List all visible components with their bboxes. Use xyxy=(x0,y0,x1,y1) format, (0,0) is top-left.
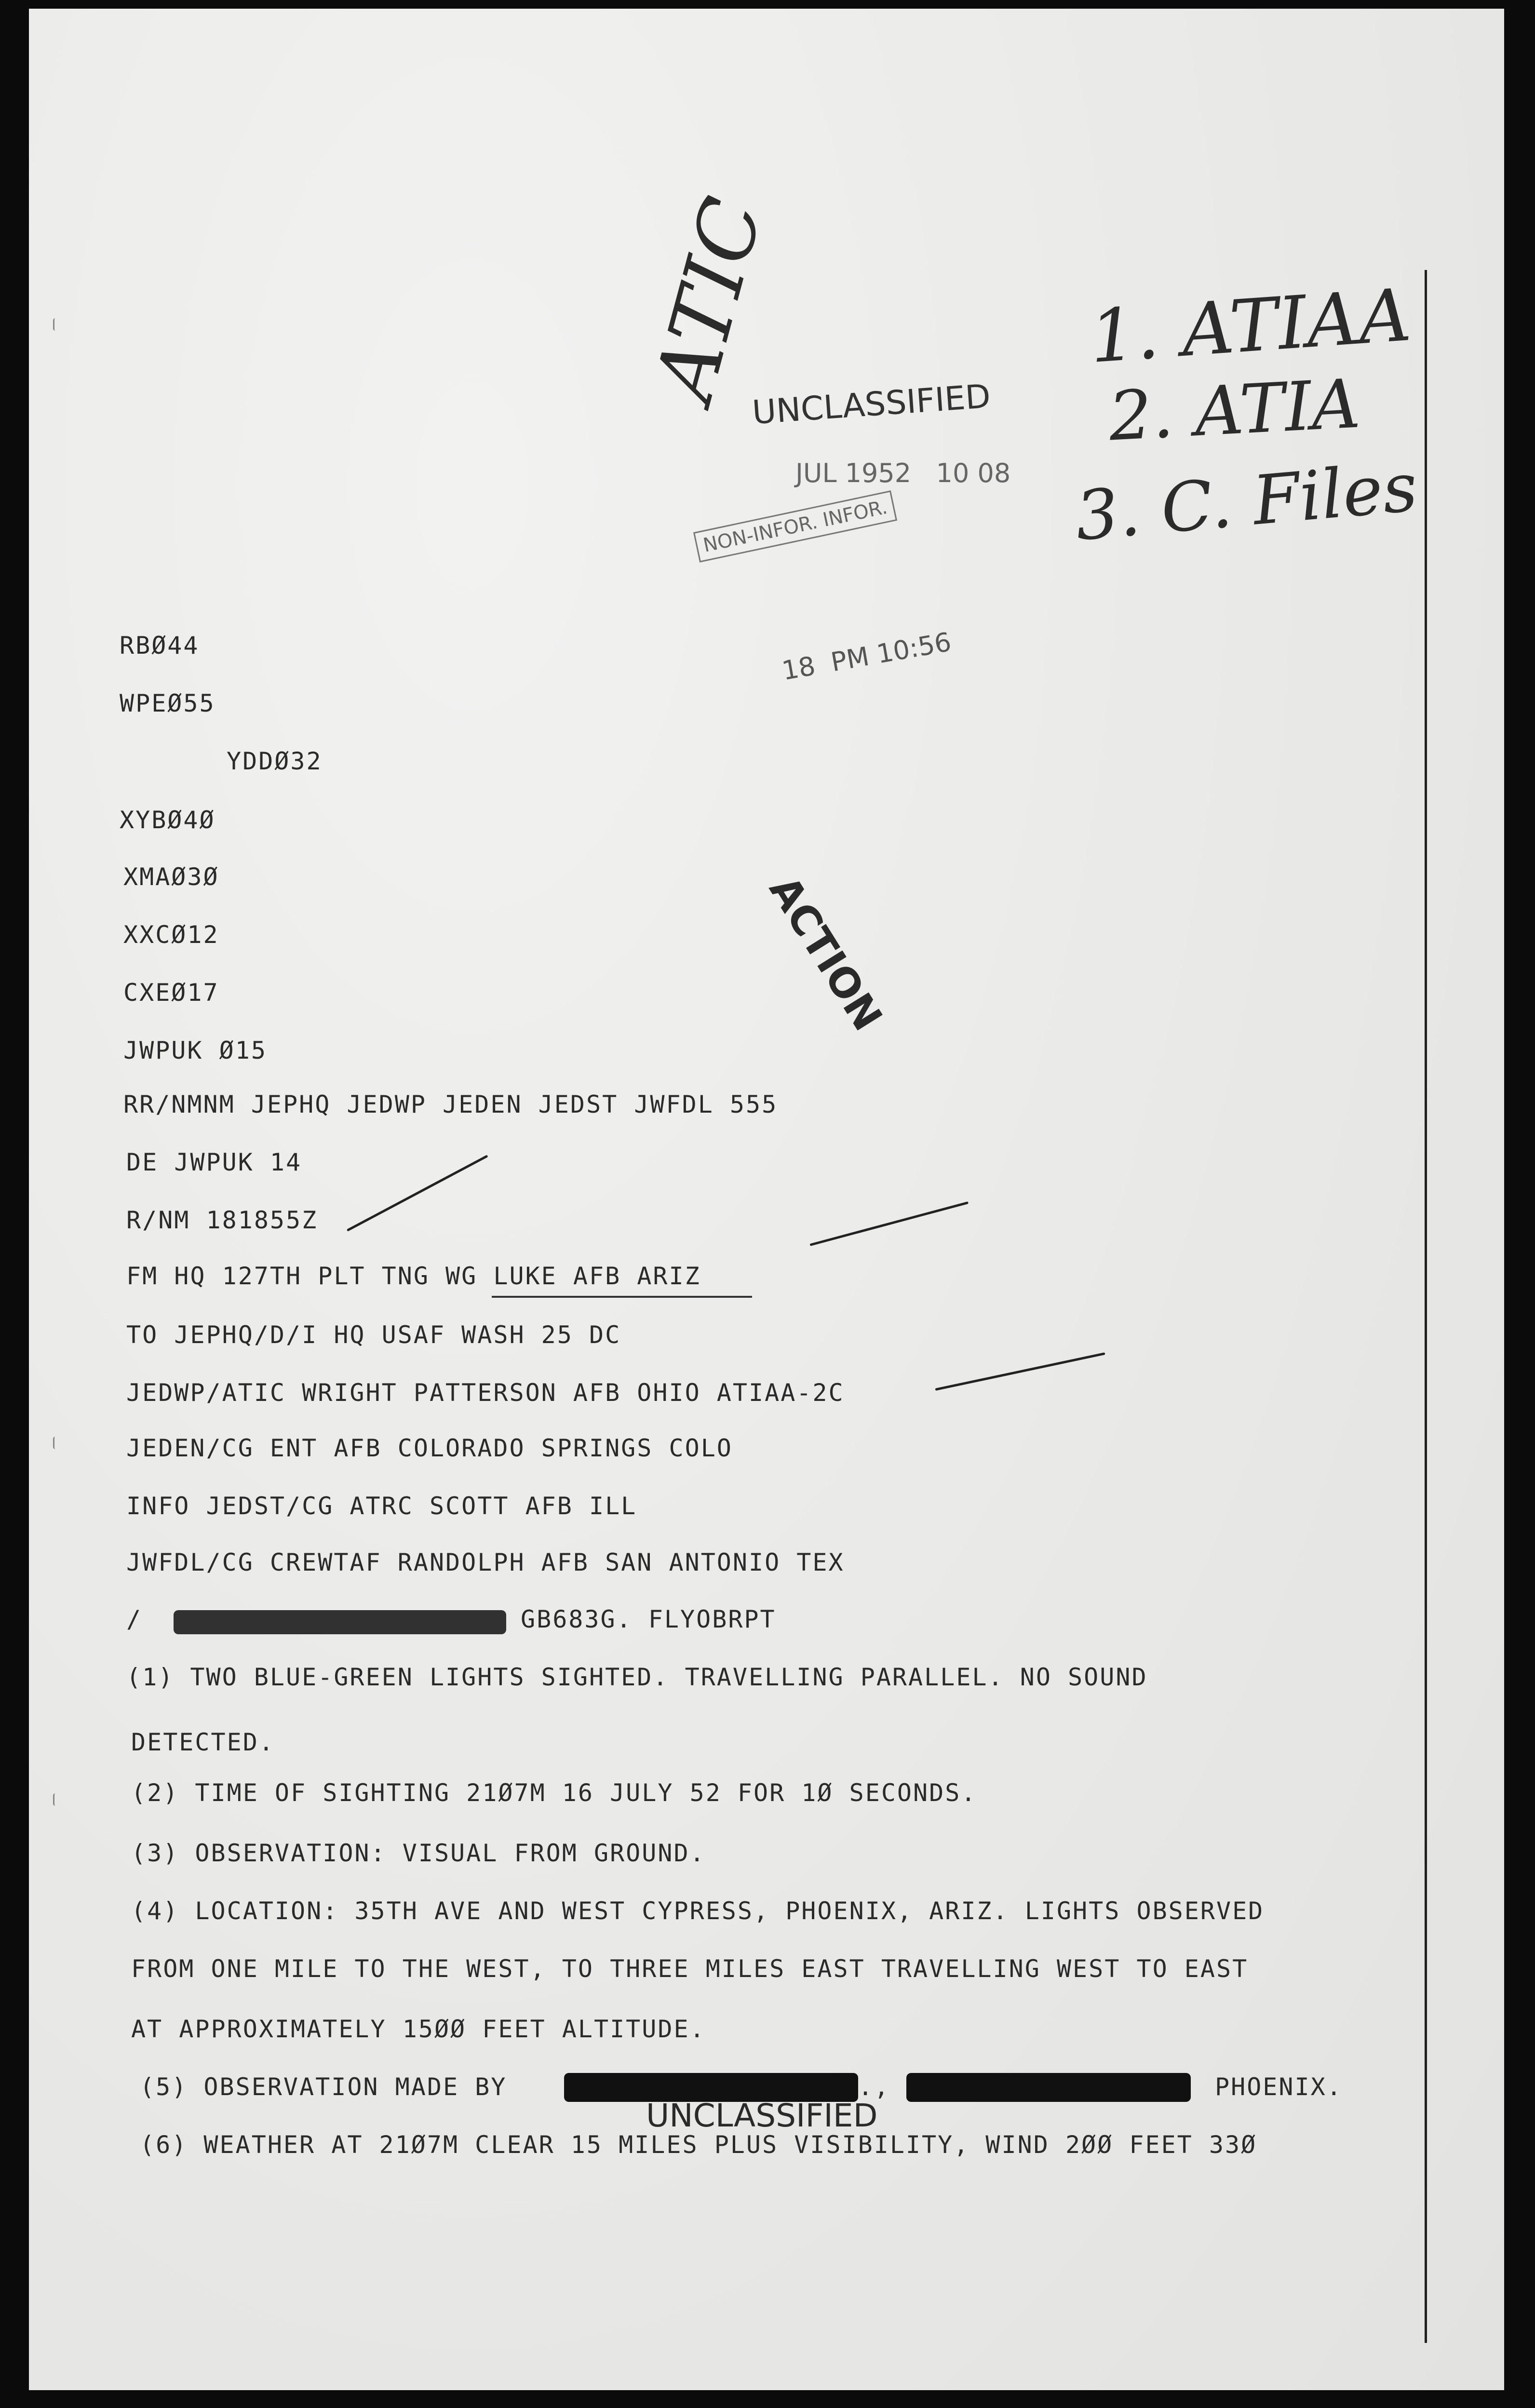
routing-line: XXCØ12 xyxy=(123,921,219,949)
page-edge-rule xyxy=(1425,270,1427,2343)
routing-line: XMAØ3Ø xyxy=(123,863,219,891)
message-line: RR/NMNM JEPHQ JEDWP JEDEN JEDST JWFDL 555 xyxy=(123,1090,778,1118)
received-stamp: JUL 1952 10 08 xyxy=(795,458,1011,488)
body-line-6: (6) WEATHER AT 21Ø7M CLEAR 15 MILES PLUS VISIBILITY, WIND 2ØØ FEET 33Ø xyxy=(140,2131,1257,2159)
message-line: TO JEPHQ/D/I HQ USAF WASH 25 DC xyxy=(126,1321,621,1349)
message-line: INFO JEDST/CG ATRC SCOTT AFB ILL xyxy=(126,1492,637,1520)
unclassified-stamp-bottom: UNCLASSIFIED xyxy=(646,2097,878,2134)
edge-mark xyxy=(53,318,57,331)
handwritten-underline xyxy=(492,1296,752,1298)
body-line: (1) TWO BLUE-GREEN LIGHTS SIGHTED. TRAVELLING PARALLEL. NO SOUND xyxy=(126,1663,1148,1691)
handwritten-note-3: 3. C. Files xyxy=(1072,448,1421,556)
handwritten-initials: ATIC xyxy=(636,188,782,411)
body-line-5-prefix: (5) OBSERVATION MADE BY xyxy=(140,2073,507,2101)
body-line: (4) LOCATION: 35TH AVE AND WEST CYPRESS, PHOENIX, ARIZ. LIGHTS OBSERVED xyxy=(131,1897,1265,1925)
message-line: JEDWP/ATIC WRIGHT PATTERSON AFB OHIO ATIAA-2C xyxy=(126,1379,845,1407)
routing-line: CXEØ17 xyxy=(123,979,219,1007)
redaction-subject xyxy=(174,1610,506,1634)
edge-mark xyxy=(53,1793,57,1806)
handwritten-note-2: 2. ATIA xyxy=(1107,364,1362,457)
routing-box-stamp: NON-INFOR. INFOR. xyxy=(693,490,897,563)
unclassified-stamp-top: UNCLASSIFIED xyxy=(751,377,992,432)
body-line: (3) OBSERVATION: VISUAL FROM GROUND. xyxy=(131,1839,706,1867)
edge-mark xyxy=(53,1437,57,1449)
routing-line: XYBØ4Ø xyxy=(120,806,215,834)
message-line: JWFDL/CG CREWTAF RANDOLPH AFB SAN ANTONIO TEX xyxy=(126,1548,845,1576)
handwritten-note-1: 1. ATIAA xyxy=(1087,273,1414,380)
routing-line: RBØ44 xyxy=(120,632,200,659)
body-line: (2) TIME OF SIGHTING 21Ø7M 16 JULY 52 FOR 1Ø SECONDS. xyxy=(131,1779,977,1807)
routing-line: JWPUK Ø15 xyxy=(123,1036,267,1064)
action-stamp: ACTION xyxy=(760,868,892,1039)
message-line: R/NM 181855Z xyxy=(126,1206,318,1234)
body-line-5-suffix: PHOENIX. xyxy=(1215,2073,1343,2101)
comma: ., xyxy=(858,2073,890,2101)
routing-line: YDDØ32 xyxy=(227,747,323,775)
routing-line: WPEØ55 xyxy=(120,689,215,717)
message-line: DE JWPUK 14 xyxy=(126,1148,302,1176)
message-line: FM HQ 127TH PLT TNG WG LUKE AFB ARIZ xyxy=(126,1262,701,1290)
subject-slash: / xyxy=(126,1605,143,1633)
time-stamp: 18 PM 10:56 xyxy=(780,626,954,686)
subject-line: GB683G. FLYOBRPT xyxy=(521,1605,776,1633)
body-line: FROM ONE MILE TO THE WEST, TO THREE MILES EAST TRAVELLING WEST TO EAST xyxy=(131,1955,1249,1983)
body-line: DETECTED. xyxy=(131,1728,275,1756)
redaction-observer-address xyxy=(906,2073,1191,2102)
body-line: AT APPROXIMATELY 15ØØ FEET ALTITUDE. xyxy=(131,2015,706,2043)
message-line: JEDEN/CG ENT AFB COLORADO SPRINGS COLO xyxy=(126,1434,733,1462)
